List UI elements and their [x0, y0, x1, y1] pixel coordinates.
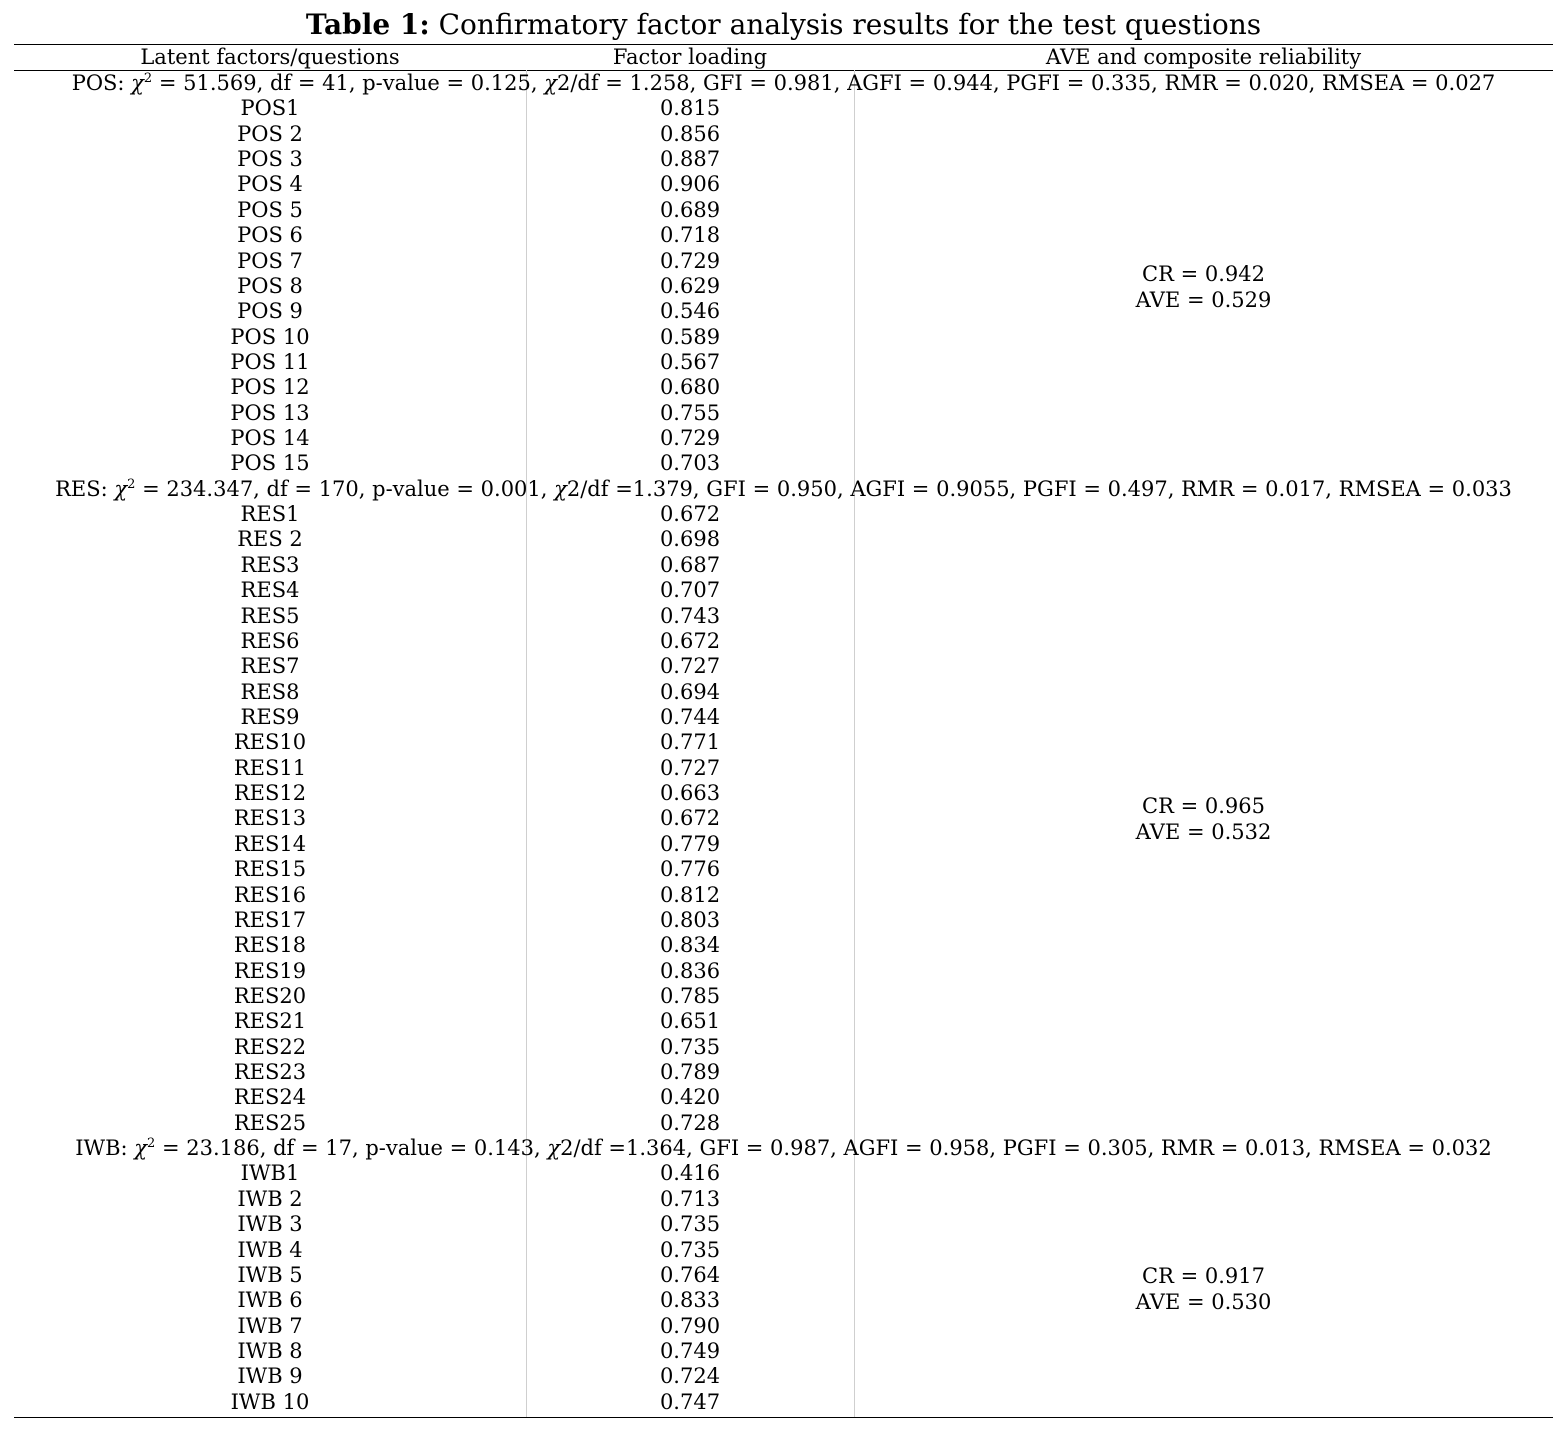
factor-loading: 0.728	[659, 1110, 721, 1135]
factor-loading: 0.629	[659, 273, 721, 298]
chi-symbol: χ	[134, 1136, 148, 1161]
chi-superscript: 2	[143, 71, 153, 86]
factor-loading: 0.747	[659, 1389, 721, 1414]
column-header-row	[0, 44, 1567, 70]
table-row	[0, 604, 1567, 629]
question-label: POS 12	[230, 375, 310, 400]
chi-symbol: χ	[547, 1136, 561, 1161]
factor-loading: 0.651	[659, 1009, 721, 1034]
bottom-rule	[14, 1417, 1553, 1418]
question-label: IWB 10	[230, 1389, 310, 1414]
caption-text: Confirmatory factor analysis results for the test questions	[438, 8, 1262, 41]
group-fit-row	[0, 71, 1567, 96]
question-label: POS 2	[237, 121, 303, 146]
factor-loading: 0.663	[659, 781, 721, 806]
table-row	[0, 1161, 1567, 1186]
question-label: IWB 9	[237, 1364, 303, 1389]
reliability-block	[854, 261, 1553, 313]
table-body	[0, 71, 1567, 1415]
question-label: RES1	[240, 502, 300, 527]
question-label: POS 6	[237, 223, 303, 248]
factor-loading: 0.833	[659, 1288, 721, 1313]
question-label: IWB 4	[237, 1237, 303, 1262]
fit-values: = 23.186, df = 17, p-value = 0.143,	[155, 1136, 548, 1161]
fit-values: = 234.347, df = 170, p-value = 0.001,	[135, 476, 555, 501]
table-row	[0, 401, 1567, 426]
fit-values: 2/df =1.379, GFI = 0.950, AGFI = 0.9055, PGFI = 0.497, RMR = 0.017, RMSEA = 0.033	[566, 476, 1512, 501]
table-row	[0, 578, 1567, 603]
question-label: IWB 2	[237, 1186, 303, 1211]
fit-values: 2/df = 1.258, GFI = 0.981, AGFI = 0.944, PGFI = 0.335, RMR = 0.020, RMSEA = 0.027	[556, 71, 1496, 95]
factor-loading: 0.764	[659, 1262, 721, 1287]
factor-loading: 0.887	[659, 147, 721, 172]
composite-reliability: CR = 0.917	[1142, 1263, 1265, 1288]
factor-loading: 0.856	[659, 121, 721, 146]
question-label: RES20	[233, 983, 307, 1008]
table-row	[0, 375, 1567, 400]
table-row	[0, 1111, 1567, 1136]
factor-loading: 0.567	[659, 349, 721, 374]
question-label: RES24	[233, 1085, 307, 1110]
reliability-block	[854, 793, 1553, 845]
average-variance-extracted: AVE = 0.530	[1135, 1289, 1272, 1314]
chi-symbol: χ	[114, 476, 128, 501]
factor-loading: 0.694	[659, 679, 721, 704]
question-label: RES7	[240, 654, 300, 679]
question-label: RES5	[240, 603, 300, 628]
column-header-loading: Factor loading	[612, 45, 768, 69]
chi-symbol: χ	[131, 71, 144, 95]
factor-loading: 0.785	[659, 983, 721, 1008]
factor-loading: 0.755	[659, 400, 721, 425]
table-row	[0, 908, 1567, 933]
chi-superscript: 2	[147, 1136, 156, 1152]
question-label: RES25	[233, 1110, 307, 1135]
question-label: RES3	[240, 552, 300, 577]
question-label: RES9	[240, 704, 300, 729]
table-row	[0, 147, 1567, 172]
group-fit-row	[0, 477, 1567, 502]
question-label: RES16	[233, 882, 307, 907]
factor-loading: 0.743	[659, 603, 721, 628]
question-label: RES13	[233, 806, 307, 831]
factor-loading: 0.680	[659, 375, 721, 400]
question-label: RES8	[240, 679, 300, 704]
table-row	[0, 1339, 1567, 1364]
table-row	[0, 883, 1567, 908]
column-header-questions: Latent factors/questions	[140, 45, 400, 69]
factor-loading: 0.672	[659, 502, 721, 527]
table-row	[0, 1314, 1567, 1339]
factor-loading: 0.672	[659, 806, 721, 831]
fit-statistics	[14, 1136, 1553, 1161]
factor-loading: 0.815	[659, 96, 721, 121]
table-row	[0, 325, 1567, 350]
factor-loading: 0.698	[659, 527, 721, 552]
factor-loading: 0.803	[659, 907, 721, 932]
factor-loading: 0.707	[659, 578, 721, 603]
factor-loading: 0.729	[659, 426, 721, 451]
question-label: RES21	[233, 1009, 307, 1034]
question-label: RES4	[240, 578, 300, 603]
factor-loading: 0.836	[659, 958, 721, 983]
factor-loading: 0.735	[659, 1237, 721, 1262]
question-label: IWB 6	[237, 1288, 303, 1313]
table-row	[0, 426, 1567, 451]
factor-loading: 0.834	[659, 933, 721, 958]
question-label: POS 14	[230, 426, 310, 451]
fit-statistics	[14, 477, 1553, 502]
table-row	[0, 527, 1567, 552]
table-row	[0, 1009, 1567, 1034]
factor-loading: 0.749	[659, 1338, 721, 1363]
question-label: RES17	[233, 907, 307, 932]
question-label: IWB 7	[237, 1313, 303, 1338]
column-header-reliability: AVE and composite reliability	[1045, 45, 1362, 69]
question-label: RES22	[233, 1034, 307, 1059]
question-label: POS 11	[230, 349, 310, 374]
table-row	[0, 502, 1567, 527]
group-fit-row	[0, 1136, 1567, 1161]
question-label: RES 2	[237, 527, 303, 552]
factor-loading: 0.771	[659, 730, 721, 755]
question-label: POS1	[240, 96, 300, 121]
table-row	[0, 933, 1567, 958]
question-label: RES18	[233, 933, 307, 958]
table-caption	[0, 8, 1567, 42]
fit-prefix: IWB:	[75, 1136, 135, 1161]
table-row	[0, 96, 1567, 121]
factor-loading: 0.718	[659, 223, 721, 248]
factor-loading: 0.713	[659, 1186, 721, 1211]
factor-loading: 0.790	[659, 1313, 721, 1338]
question-label: IWB 8	[237, 1338, 303, 1363]
table-row	[0, 1238, 1567, 1263]
average-variance-extracted: AVE = 0.529	[1135, 287, 1272, 312]
fit-statistics	[14, 71, 1553, 96]
composite-reliability: CR = 0.965	[1142, 794, 1265, 819]
factor-loading: 0.735	[659, 1212, 721, 1237]
factor-loading: 0.727	[659, 654, 721, 679]
factor-loading: 0.744	[659, 704, 721, 729]
table-row	[0, 1060, 1567, 1085]
factor-loading: 0.703	[659, 451, 721, 476]
table-row	[0, 223, 1567, 248]
factor-loading: 0.724	[659, 1364, 721, 1389]
table-row	[0, 451, 1567, 476]
fit-values: = 51.569, df = 41, p-value = 0.125,	[152, 71, 545, 95]
factor-loading: 0.589	[659, 324, 721, 349]
reliability-block	[854, 1263, 1553, 1315]
factor-loading: 0.776	[659, 857, 721, 882]
factor-loading: 0.420	[659, 1085, 721, 1110]
table-row	[0, 654, 1567, 679]
table-row	[0, 959, 1567, 984]
question-label: RES12	[233, 781, 307, 806]
fit-values: 2/df =1.364, GFI = 0.987, AGFI = 0.958, PGFI = 0.305, RMR = 0.013, RMSEA = 0.032	[560, 1136, 1492, 1161]
factor-loading: 0.729	[659, 248, 721, 273]
table-row	[0, 1085, 1567, 1110]
composite-reliability: CR = 0.942	[1142, 261, 1265, 286]
factor-loading: 0.789	[659, 1060, 721, 1085]
chi-symbol: χ	[544, 71, 557, 95]
question-label: POS 15	[230, 451, 310, 476]
factor-loading: 0.906	[659, 172, 721, 197]
question-label: IWB1	[240, 1161, 300, 1186]
average-variance-extracted: AVE = 0.532	[1135, 820, 1272, 845]
question-label: RES15	[233, 857, 307, 882]
caption-label: Table 1:	[305, 8, 430, 41]
factor-loading: 0.416	[659, 1161, 721, 1186]
factor-loading: 0.735	[659, 1034, 721, 1059]
question-label: POS 5	[237, 197, 303, 222]
factor-loading: 0.779	[659, 831, 721, 856]
question-label: POS 7	[237, 248, 303, 273]
table-row	[0, 629, 1567, 654]
table-row	[0, 553, 1567, 578]
table-row	[0, 172, 1567, 197]
question-label: RES19	[233, 958, 307, 983]
table-row	[0, 122, 1567, 147]
question-label: POS 13	[230, 400, 310, 425]
question-label: RES11	[233, 755, 307, 780]
table-row	[0, 680, 1567, 705]
fit-prefix: POS:	[71, 71, 132, 95]
table-row	[0, 198, 1567, 223]
question-label: IWB 5	[237, 1262, 303, 1287]
table-row	[0, 984, 1567, 1009]
table-row	[0, 756, 1567, 781]
table-row	[0, 1187, 1567, 1212]
factor-loading: 0.546	[659, 299, 721, 324]
table-row	[0, 857, 1567, 882]
question-label: RES10	[233, 730, 307, 755]
table-row	[0, 1035, 1567, 1060]
factor-loading: 0.812	[659, 882, 721, 907]
factor-loading: 0.687	[659, 552, 721, 577]
table-row	[0, 1364, 1567, 1389]
table-row	[0, 730, 1567, 755]
table-row	[0, 705, 1567, 730]
factor-loading: 0.689	[659, 197, 721, 222]
table-row	[0, 1390, 1567, 1415]
question-label: POS 3	[237, 147, 303, 172]
factor-loading: 0.727	[659, 755, 721, 780]
table-row	[0, 350, 1567, 375]
question-label: IWB 3	[237, 1212, 303, 1237]
question-label: POS 10	[230, 324, 310, 349]
chi-superscript: 2	[127, 476, 136, 492]
question-label: RES6	[240, 628, 300, 653]
question-label: POS 9	[237, 299, 303, 324]
question-label: RES14	[233, 831, 307, 856]
question-label: POS 4	[237, 172, 303, 197]
question-label: RES23	[233, 1060, 307, 1085]
table-row	[0, 1212, 1567, 1237]
factor-loading: 0.672	[659, 628, 721, 653]
fit-prefix: RES:	[55, 476, 115, 501]
question-label: POS 8	[237, 273, 303, 298]
chi-symbol: χ	[554, 476, 567, 501]
